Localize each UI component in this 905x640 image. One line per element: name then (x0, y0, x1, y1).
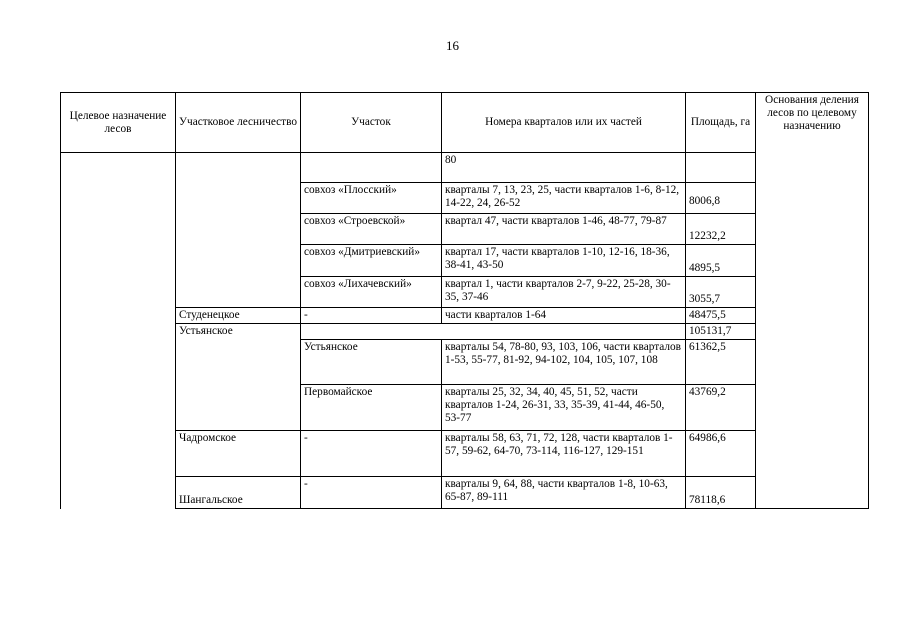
area-cell: 48475,5 (686, 308, 756, 324)
quarters-cell: квартал 17, части кварталов 1-10, 12-16, 18-36, 38-41, 43-50 (442, 245, 686, 277)
section-cell: - (301, 308, 442, 324)
quarters-cell: квартал 1, части кварталов 2-7, 9-22, 25-28, 30-35, 37-46 (442, 277, 686, 308)
area-value: 8006,8 (689, 195, 721, 207)
section-cell: совхоз «Дмитриевский» (301, 245, 442, 277)
forestry-cell: Студенецкое (176, 308, 301, 324)
purpose-cell (61, 153, 176, 509)
table-row (61, 324, 869, 340)
forestry-cell: Устьянское (176, 324, 301, 431)
table-header-row (61, 93, 869, 153)
table-row (61, 153, 869, 183)
table-row (61, 477, 869, 509)
area-cell: 78118,6 (686, 477, 756, 509)
section-cell: - (301, 477, 442, 509)
table-row (61, 308, 869, 324)
area-cell: 3055,7 (686, 277, 756, 308)
page-number: 16 (446, 38, 459, 53)
quarters-cell: кварталы 7, 13, 23, 25, части кварталов 1-6, 8-12, 14-22, 24, 26-52 (442, 183, 686, 214)
header-forestry: Участковое лесничество (176, 93, 301, 153)
section-cell: Устьянское (301, 340, 442, 385)
area-cell: 4895,5 (686, 245, 756, 277)
section-cell: совхоз «Плосский» (301, 183, 442, 214)
area-cell: 43769,2 (686, 385, 756, 431)
forestry-cell: Шангальское (176, 477, 301, 509)
area-cell: 64986,6 (686, 431, 756, 477)
section-cell: совхоз «Лихачевский» (301, 277, 442, 308)
area-cell (686, 153, 756, 183)
area-cell: 61362,5 (686, 340, 756, 385)
quarters-cell: части кварталов 1-64 (442, 308, 686, 324)
area-cell: 105131,7 (686, 324, 756, 340)
forestry-cell: Чадромское (176, 431, 301, 477)
area-cell: 12232,2 (686, 214, 756, 245)
quarters-cell: кварталы 9, 64, 88, части кварталов 1-8, 10-63, 65-87, 89-111 (442, 477, 686, 509)
quarters-cell: кварталы 25, 32, 34, 40, 45, 51, 52, части кварталов 1-24, 26-31, 33, 35-39, 41-44, 46-50, 53-77 (442, 385, 686, 431)
section-cell: совхоз «Строевской» (301, 214, 442, 245)
section-cell (301, 153, 442, 183)
header-basis: Основания деления лесов по целевому назначению (756, 93, 869, 509)
table-row (61, 431, 869, 477)
quarters-cell: квартал 47, части кварталов 1-46, 48-77, 79-87 (442, 214, 686, 245)
quarters-cell: 80 (442, 153, 686, 183)
header-quarters: Номера кварталов или их частей (442, 93, 686, 153)
forestry-cell (176, 153, 301, 308)
forest-division-table (60, 92, 869, 509)
area-cell (686, 183, 756, 214)
header-purpose: Целевое назначение лесов (61, 93, 176, 153)
section-cell: - (301, 431, 442, 477)
quarters-cell: кварталы 54, 78-80, 93, 103, 106, части кварталов 1-53, 55-77, 81-92, 94-102, 104, 105, 107, 108 (442, 340, 686, 385)
header-area: Площадь, га (686, 93, 756, 153)
section-cell (301, 324, 686, 340)
quarters-cell: кварталы 58, 63, 71, 72, 128, части кварталов 1-57, 59-62, 64-70, 73-114, 116-127, 129-151 (442, 431, 686, 477)
header-section: Участок (301, 93, 442, 153)
section-cell: Первомайское (301, 385, 442, 431)
